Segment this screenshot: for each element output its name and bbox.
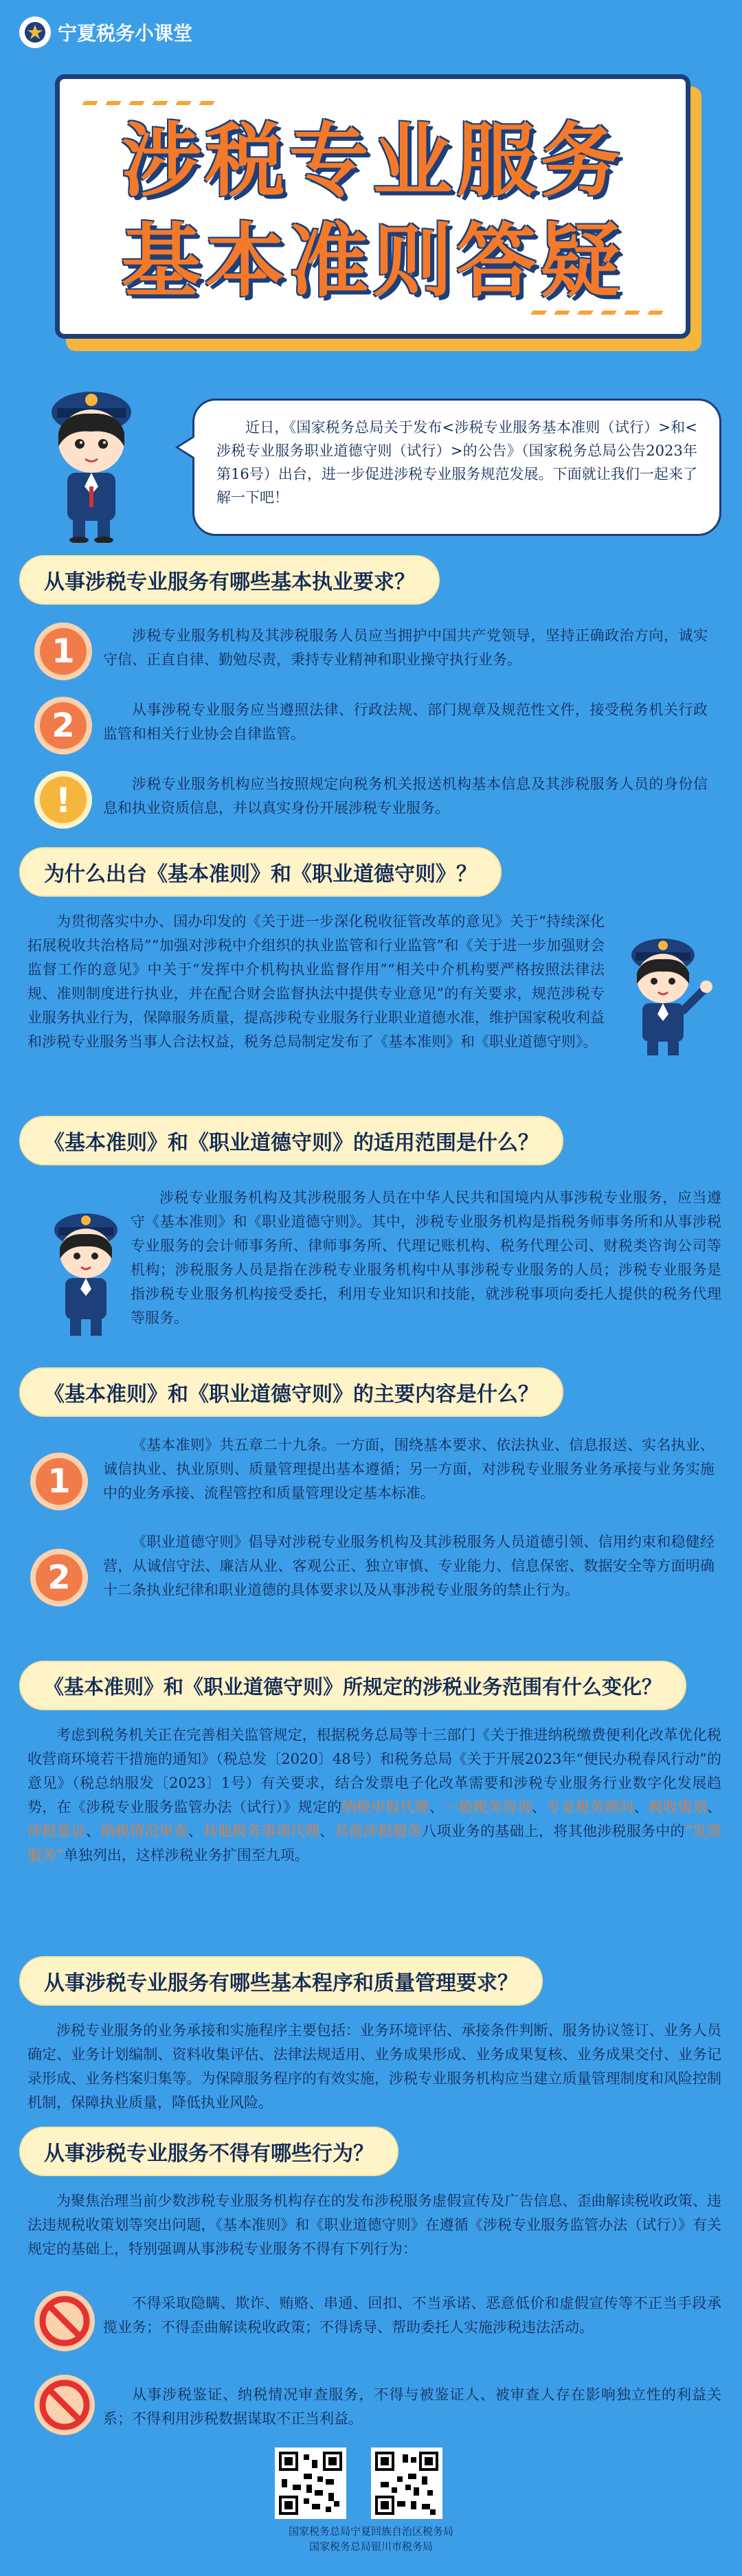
procedure-text: 涉税专业服务的业务承接和实施程序主要包括：业务环境评估、承接条件判断、服务协议签订、业务人员确定、业务计划编制、资料收集评估、法律法规适用、业务成果形成、业务成果复核、业务成果交付、业务记录形成、业务档案归集等。为保障服务程序的有效实施，涉税专业服务机构应当建立质量管理制度和风险控制机制，保障执业质量，降低执业风险。 [27,2022,721,2111]
svg-text:1: 1 [52,632,75,671]
svg-text:!: ! [55,781,71,820]
section-heading [19,1367,563,1417]
highlighted-business-term: 其他涉税服务 [334,1823,423,1839]
section-heading-text: 《基本准则》和《职业道德守则》的适用范围是什么？ [44,1131,539,1155]
highlighted-business-term: “发票服务” [27,1823,722,1863]
svg-text:1: 1 [47,1462,71,1501]
section-heading-text: 为什么出台《基本准则》和《职业道德守则》？ [44,862,477,886]
highlighted-business-term: 专业税务顾问 [546,1799,634,1815]
text-fragment: 、 [531,1799,547,1815]
highlighted-business-term: 纳税情况审查 [100,1823,188,1839]
why-issued-text: 为贯彻落实中办、国办印发的《关于进一步深化税收征管改革的意见》关于“持续深化拓展税收共治格局”“加强对涉税中介组织的执业监管和行业监管”和《关于进一步加强财会监督工作的意见》中关于“发挥中介机构执业监督作用”“相关中介机构要严格按照法律法规、准则制度进行执业，并在配合财会监督执法中提供专业意见”的有关要求，规范涉税专业服务执业行为，保障服务质量，提高涉税专业服务行业职业道德水准，维护国家税收利益和涉税专业服务当事人合法权益，税务总局制定发布了《基本准则》和《职业道德守则》。 [27,913,605,1050]
section-heading-text: 从事涉税专业服务不得有哪些行为？ [44,2142,374,2166]
text-fragment: 、 [707,1799,722,1815]
svg-text:2: 2 [47,1558,71,1597]
text-fragment: 、 [188,1823,203,1839]
prohibited-icon [32,2372,98,2438]
text-fragment: 考虑到税务机关正在完善相关监管规定，根据税务总局等十三部门《关于推进纳税缴费便利化改革优化税收营商环境若干措施的通知》（税总发〔2020〕48号）和税务总局《关于开展2023年“便民办税春风行动”的意见》（税总纳服发〔2023〕1号）有关要求，结合发票电子化改革需要和涉税专业服务行业数字化发展趋势，在《涉税专业服务监管办法（试行）》规定的 [27,1727,721,1815]
number-2-badge-icon [32,694,95,757]
decoration-stripes [532,311,662,315]
tax-emblem-icon [19,16,51,48]
highlighted-business-term: 税收策划 [649,1799,708,1815]
prohibition-text-1: 不得采取隐瞒、欺诈、贿赂、串通、回扣、不当承诺、恶意低价和虚假宣传等不正当手段承揽业务；不得歪曲解读税收政策；不得诱导、帮助委托人实施涉税违法活动。 [103,2295,721,2336]
section-heading [19,847,502,897]
highlighted-business-term: 其他税务事项代理 [203,1823,320,1839]
highlighted-business-term: 一般税务咨询 [444,1799,532,1815]
section-heading [19,555,440,605]
hero-title-line1: 涉税专业服务 [121,115,625,208]
highlighted-business-term: 涉税鉴证 [27,1823,87,1839]
qr-code-icon [371,2448,442,2519]
number-2-badge-icon [27,1546,91,1609]
prohibition-intro-text: 为聚焦治理当前少数涉税专业服务机构存在的发布涉税服务虚假宣传及广告信息、歪曲解读税收政策、违法违规税收策划等突出问题，《基本准则》和《职业道德守则》在遵循《涉税专业服务监管办法（试行）》有关规定的基础上，特别强调从事涉税专业服务不得有下列行为： [27,2193,721,2257]
footer-issuer-2: 国家税务总局银川市税务局 [308,2540,433,2553]
section-heading-text: 《基本准则》和《职业道德守则》所规定的涉税业务范围有什么变化？ [44,1675,662,1699]
section-heading [19,1956,543,2006]
text-fragment: 单独列出，这样涉税业务扩围至九项。 [63,1847,309,1863]
text-fragment: 八项业务的基础上，将其他涉税服务中的 [422,1823,685,1839]
footer-issuer-1: 国家税务总局宁夏回族自治区税务局 [288,2525,453,2538]
qr-code-icon [275,2448,346,2519]
requirement-text-1: 涉税专业服务机构及其涉税服务人员应当拥护中国共产党领导，坚持正确政治方向，诚实守信、正直自律、勤勉尽责，秉持专业精神和职业操守执行业务。 [103,627,708,668]
section-heading-text: 《基本准则》和《职业道德守则》的主要内容是什么？ [44,1382,539,1407]
prohibited-icon [32,2288,98,2354]
brand-name: 宁夏税务小课堂 [58,22,193,45]
text-fragment: 、 [429,1799,445,1815]
hero-title-card [55,74,690,339]
content-text-1: 《基本准则》共五章二十九条。一方面，围绕基本要求、依法执业、信息报送、实名执业、诚信执业、执业原则、质量管理提出基本遵循；另一方面，对涉税专业服务业务承接与业务实施中的业务承接、流程管控和质量管理设定基本标准。 [103,1437,715,1501]
intro-text: 近日，《国家税务总局关于发布<涉税专业服务基本准则（试行）>和<涉税专业服务职业道德守则（试行）>的公告》（国家税务总局公告2023年第16号）出台，进一步促进涉税专业服务规范发展。下面就让我们一起来了解一下吧！ [216,419,697,506]
requirement-text-3: 涉税专业服务机构应当按照规定向税务机关报送机构基本信息及其涉税服务人员的身份信息和执业资质信息，并以真实身份开展涉税专业服务。 [103,776,708,816]
content-text-2: 《职业道德守则》倡导对涉税专业服务机构及其涉税服务人员道德引领、信用约束和稳健经营，从诚信守法、廉洁从业、客观公正、独立审慎、专业能力、信息保密、数据安全等方面明确十二条执业纪律和职业道德的具体要求以及从事涉税专业服务的禁止行为。 [103,1534,715,1598]
brand [19,16,192,48]
exclamation-badge-icon [32,768,95,831]
section-heading-text: 从事涉税专业服务有哪些基本执业要求？ [44,570,415,594]
requirement-text-2: 从事涉税专业服务应当遵照法律、行政法规、部门规章及规范性文件，接受税务机关行政监管和相关行业协会自律监管。 [103,702,708,742]
section-heading [19,1661,686,1710]
tax-officer-illustration [33,364,150,543]
section-heading [19,1116,563,1165]
svg-text:2: 2 [52,706,75,745]
text-fragment: 、 [633,1799,649,1815]
number-1-badge-icon [32,620,95,683]
hero-title-line2: 基本准则答疑 [121,215,625,308]
text-fragment: 、 [319,1823,335,1839]
tax-officer-illustration [605,921,721,1058]
text-fragment: 、 [86,1823,101,1839]
section-heading [19,2127,398,2176]
intro-speech-bubble [192,399,721,536]
section-heading-text: 从事涉税专业服务有哪些基本程序和质量管理要求？ [44,1971,518,1995]
tax-officer-illustration [34,1196,137,1340]
decoration-stripes [83,101,214,105]
scope-change-text [27,1723,721,1868]
highlighted-business-term: 纳税申报代理 [341,1799,429,1815]
number-1-badge-icon [27,1450,91,1513]
scope-text: 涉税专业服务机构及其涉税服务人员在中华人民共和国境内从事涉税专业服务，应当遵守《基本准则》和《职业道德守则》。其中，涉税专业服务机构是指税务师事务所和从事涉税专业服务的会计师事务所、律师事务所、代理记账机构、税务代理公司、财税类咨询公司等机构；涉税服务人员是指在涉税专业服务机构中从事涉税专业服务的人员；涉税专业服务是指涉税专业服务机构接受委托，利用专业知识和技能，就涉税事项向委托人提供的税务代理等服务。 [131,1189,721,1326]
prohibition-text-2: 从事涉税鉴证、纳税情况审查服务，不得与被鉴证人、被审查人存在影响独立性的利益关系；不得利用涉税数据谋取不正当利益。 [103,2386,721,2427]
